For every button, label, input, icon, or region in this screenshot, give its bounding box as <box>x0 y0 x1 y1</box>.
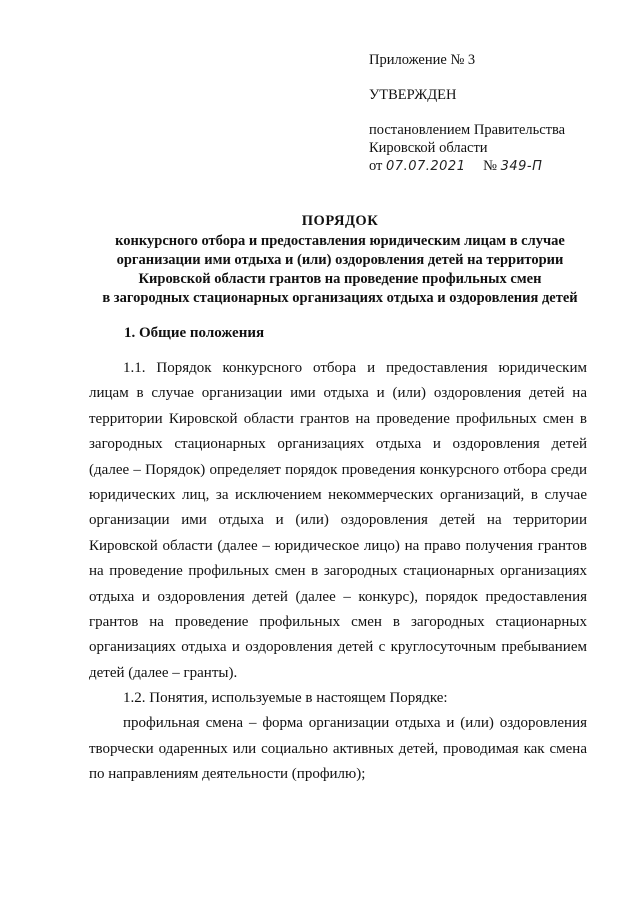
paragraph-line: организации ими отдыха и (или) оздоровления детей на территории <box>89 512 587 529</box>
title-main: ПОРЯДОК <box>301 213 379 229</box>
document-title <box>60 212 620 308</box>
date-value: 07.07.2021 <box>386 159 466 174</box>
paragraph-line: территории Кировской области грантов на проведение профильных смен в <box>89 410 587 427</box>
paragraph-line: юридических лиц, за исключением некоммерческих организаций, в случае <box>89 486 587 503</box>
approved-label: УТВЕРЖДЕН <box>369 87 457 103</box>
date-number-line <box>369 157 619 176</box>
paragraph-line: (далее – Порядок) определяет порядок проведения конкурсного отбора среди <box>89 461 587 478</box>
paragraph-line: грантов на проведение профильных смен в загородных стационарных <box>89 613 587 630</box>
approved-by-line-1: постановлением Правительства <box>369 122 566 138</box>
paragraph-line: отдыха и оздоровления детей (далее – конкурс), порядок предоставления <box>89 588 587 605</box>
paragraph-line: профильная смена – форма организации отдыха и (или) оздоровления <box>123 715 587 732</box>
date-prefix: от <box>369 158 383 174</box>
section-heading: 1. Общие положения <box>124 325 265 341</box>
paragraph-line: организациях отдыха и оздоровления детей с круглосуточным пребыванием <box>89 639 587 656</box>
approved-by-line-2: Кировской области <box>369 140 488 156</box>
approval-block <box>369 51 619 176</box>
paragraph-line: 1.1. Порядок конкурсного отбора и предоставления юридическим <box>123 360 587 376</box>
title-line: конкурсного отбора и предоставления юридическим лицам в случае <box>115 233 565 249</box>
paragraph-line: творчески одаренных или социально активных детей, проводимая как смена <box>89 740 587 757</box>
number-value: 349-П <box>500 159 543 174</box>
paragraph-line: загородных стационарных организациях отдыха и оздоровления детей <box>89 436 587 453</box>
paragraph-line: 1.2. Понятия, используемые в настоящем Порядке: <box>123 690 448 707</box>
number-prefix: № <box>483 158 497 174</box>
appendix-label: Приложение № 3 <box>369 52 476 68</box>
title-line: Кировской области грантов на проведение профильных смен <box>138 271 542 287</box>
title-line: организации ими отдыха и (или) оздоровления детей на территории <box>116 252 564 268</box>
body-text <box>89 356 587 788</box>
paragraph-line: на проведение профильных смен в загородных стационарных организациях <box>89 563 587 580</box>
paragraph-line: по направлениям деятельности (профилю); <box>89 766 366 783</box>
paragraph-line: детей (далее – гранты). <box>89 664 238 681</box>
paragraph-line: лицам в случае организации ими отдыха и (или) оздоровления детей на <box>89 385 587 402</box>
title-line: в загородных стационарных организациях отдыха и оздоровления детей <box>102 290 578 306</box>
paragraph-line: Кировской области (далее – юридическое лицо) на право получения грантов <box>89 537 587 554</box>
